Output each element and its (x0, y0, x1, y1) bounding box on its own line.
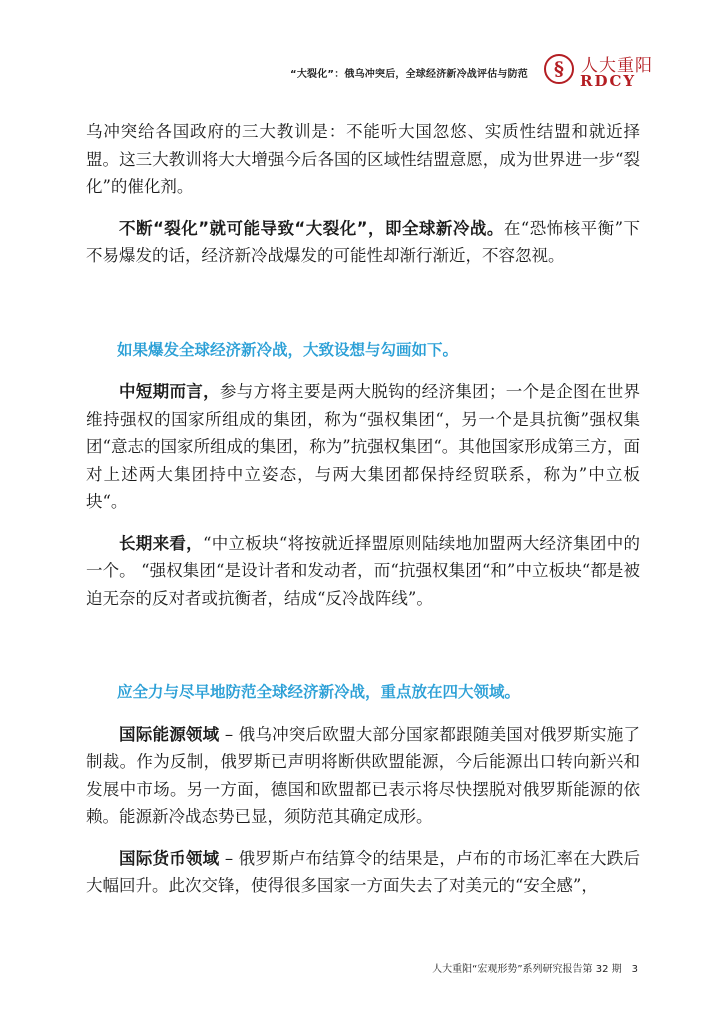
paragraph-2 (86, 215, 640, 270)
paragraph-2-text: 在“恐怖核平衡”下不易爆发的话，经济新冷战爆发的可能性却渐行渐近，不容忽视。 (86, 218, 640, 265)
paragraph-6-lead: 国际货币领域 (119, 848, 220, 868)
paragraph-5-text: – 俄乌冲突后欧盟大部分国家都跟随美国对俄罗斯实施了制裁。作为反制，俄罗斯已声明将断供欧盟能源，今后能源出口转向新兴和发展中市场。另一方面，德国和欧盟都已表示将尽快摆脱对俄罗斯能源的依赖。能源新冷战态势已显，须防范其确定成形。 (86, 724, 640, 826)
paragraph-3-text: 参与方将主要是两大脱钩的经济集团；一个是企图在世界维持强权的国家所组成的集团，称为“强权集团“，另一个是具抗衡”强权集团“意志的国家所组成的集团，称为”抗强权集团“。其他国家形成第三方，面对上述两大集团持中立姿态，与两大集团都保持经贸联系，称为”中立板块“。 (86, 382, 641, 511)
paragraph-3-lead: 中短期而言， (119, 382, 220, 401)
paragraph-5-lead: 国际能源领域 (119, 724, 220, 744)
paragraph-6-text: – 俄罗斯卢布结算令的结果是，卢布的市场汇率在大跌后大幅回升。此次交锋，使得很多国家一方面失去了对美元的“安全感”， (86, 848, 640, 895)
article-body (86, 118, 640, 900)
paragraph-2-lead: 不断“裂化”就可能导致“大裂化”，即全球新冷战。 (119, 218, 504, 238)
logo-seal-icon: § (544, 54, 574, 84)
paragraph-4-text: “中立板块“将按就近择盟原则陆续地加盟两大经济集团中的一个。 “强权集团“是设计者和发动者，而“抗强权集团“和”中立板块“都是被迫无奈的反对者或抗衡者，结成“反冷战阵线”。 (86, 533, 641, 608)
paragraph-5 (86, 721, 640, 831)
logo-english-text: RDCY (580, 72, 637, 90)
section-heading-2: 应全力与尽早地防范全球经济新冷战，重点放在四大领域。 (117, 683, 521, 701)
footer-series-text: 人大重阳“宏观形势”系列研究报告第 32 期 (432, 964, 622, 975)
paragraph-4 (86, 530, 640, 613)
paragraph-6 (86, 845, 640, 900)
rdcy-logo (544, 50, 653, 94)
paragraph-1: 乌冲突给各国政府的三大教训是：不能听大国忽悠、实质性结盟和就近择盟。这三大教训将大大增强今后各国的区域性结盟意愿，成为世界进一步“裂化”的催化剂。 (86, 122, 640, 196)
paragraph-4-lead: 长期来看， (119, 533, 203, 553)
paragraph-3 (86, 378, 640, 516)
logo-chinese-text: 人大重阳 (581, 56, 653, 76)
section-heading-1: 如果爆发全球经济新冷战，大致设想与勾画如下。 (117, 340, 459, 359)
page-number: 3 (631, 964, 638, 975)
page-footer (432, 960, 638, 975)
header-title: “大裂化”：俄乌冲突后，全球经济新冷战评估与防范 (290, 69, 528, 80)
